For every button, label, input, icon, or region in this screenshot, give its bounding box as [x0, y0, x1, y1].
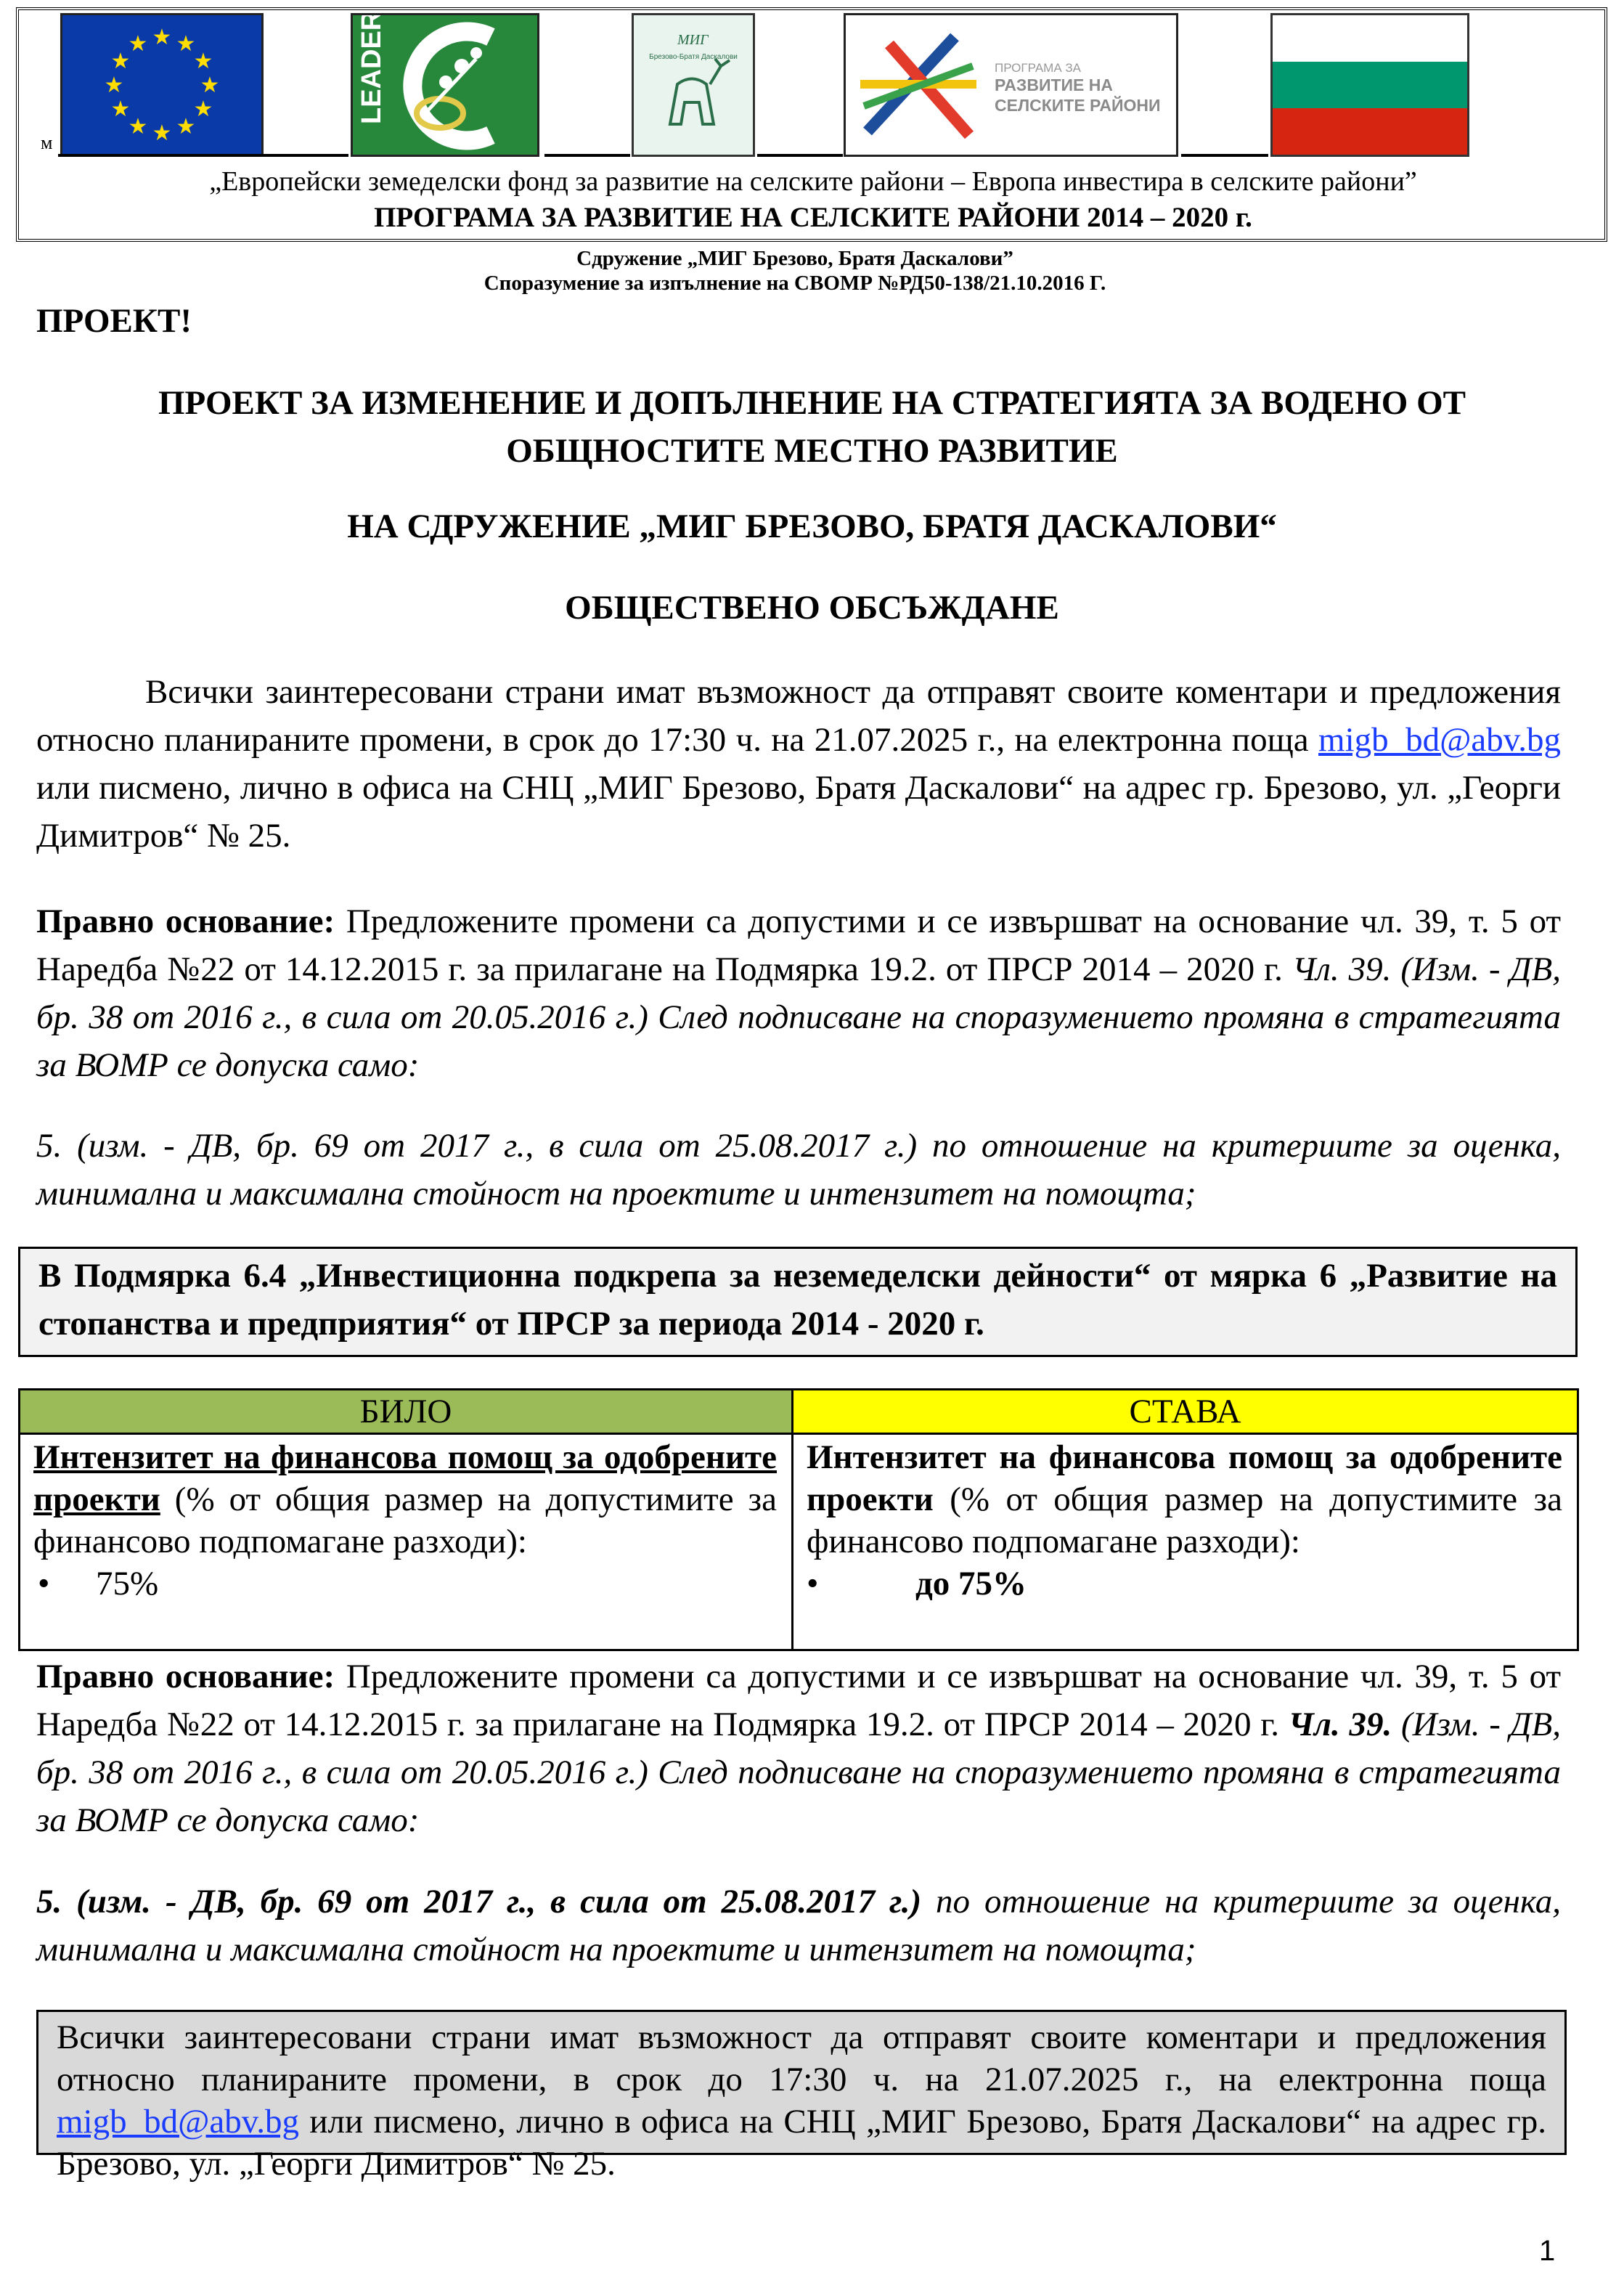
bullet-before-value: 75% — [96, 1565, 159, 1602]
svg-text:★: ★ — [193, 49, 213, 73]
legal-point-bold: 5. (изм. - ДВ, бр. 69 от 2017 г., в сила от 25.08.2017 г.) — [36, 1883, 922, 1920]
draft-label: ПРОЕКТ! — [36, 302, 192, 340]
legal-basis-paragraph-2 — [36, 1653, 1561, 1844]
column-header-before: БИЛО — [20, 1390, 791, 1433]
title-line-1: ПРОЕКТ ЗА ИЗМЕНЕНИЕ И ДОПЪЛНЕНИЕ НА СТРАТЕГИЯТА ЗА ВОДЕНО ОТ — [158, 384, 1466, 422]
column-header-after: СТАВА — [791, 1390, 1577, 1433]
legal-basis-text-2: Предложените промени са допустими и се извършват на основание чл. 39, т. 5 от Наредба №22 от 14.12.2015 г. за прилагане на Подмярка 19.2. от ПРСР 2014 – 2020 г. — [36, 1658, 1561, 1743]
comparison-table — [18, 1388, 1579, 1651]
header-small-mark: м — [41, 132, 53, 153]
bullet-after-value: до 75% — [915, 1565, 1027, 1602]
prsr-line-2: РАЗВИТИЕ НА — [995, 76, 1114, 94]
title-line-2: ОБЩНОСТИТЕ МЕСТНО РАЗВИТИЕ — [506, 432, 1118, 470]
header-underline — [544, 154, 630, 157]
intro-paragraph — [36, 668, 1561, 860]
document-title — [36, 379, 1588, 475]
header-underline — [1181, 154, 1268, 157]
svg-text:★: ★ — [110, 97, 131, 121]
title-public-discussion: ОБЩЕСТВЕНО ОБСЪЖДАНЕ — [565, 589, 1059, 627]
cell-before-rest: (% от общия размер на допустимите за финансово подпомагане разходи): — [33, 1480, 777, 1560]
legal-basis-paragraph — [36, 897, 1561, 1089]
header-association-line: Сдружение „МИГ Брезово, Братя Даскалови” — [576, 247, 1013, 270]
mig-logo-subtext: Брезово-Братя Даскалови — [649, 53, 738, 61]
leader-logo-text: LEADER — [356, 15, 387, 124]
legal-basis-article: Чл. 39. — [1288, 1706, 1392, 1743]
svg-text:★: ★ — [193, 97, 213, 121]
svg-text:★: ★ — [200, 73, 220, 97]
mig-logo-text: МИГ — [677, 32, 709, 48]
page-number: 1 — [1539, 2235, 1556, 2267]
bullet-after: • до 75% — [807, 1565, 1027, 1602]
svg-text:★: ★ — [128, 32, 148, 56]
intro-text-before: Всички заинтересовани страни имат възможност да отправят своите коментари и предложения относно планираните промени, в срок до 17:30 ч. на 21.07.2025 г., на електронна поща — [36, 673, 1561, 759]
contact-box — [36, 2010, 1567, 2183]
leader-logo — [351, 13, 539, 157]
cell-before-bold: Интензитет на финансова помощ за одобрените проекти — [33, 1438, 777, 1518]
header-agreement-line: Споразумение за изпълнение на СВОМР №РД50-138/21.10.2016 Г. — [483, 272, 1106, 295]
prsr-program-logo — [844, 13, 1178, 157]
cell-after-rest: (% от общия размер на допустимите за финансово подпомагане разходи): — [807, 1480, 1562, 1560]
legal-basis-italic: Чл. 39. (Изм. - ДВ, бр. 38 от 2016 г., в сила от 20.05.2016 г.) След подписване на споразумението промяна в стратегията за ВОМР се допуска само: — [36, 950, 1561, 1084]
svg-text:★: ★ — [152, 121, 172, 145]
legal-basis-italic-2: (Изм. - ДВ, бр. 38 от 2016 г., в сила от 20.05.2016 г.) След подписване на споразумението промяна в стратегията за ВОМР се допуска само: — [36, 1706, 1561, 1839]
header-underline — [757, 154, 843, 157]
svg-text:★: ★ — [152, 25, 172, 49]
header-fund-line: „Европейски земеделски фонд за развитие на селските райони – Европа инвестира в селските райони” — [209, 166, 1417, 197]
contact-text-before: Всички заинтересовани страни имат възможност да отправят своите коментари и предложения относно планираните промени, в срок до 17:30 ч. на 21.07.2025 г., на електронна поща — [57, 2019, 1546, 2098]
svg-text:★: ★ — [128, 115, 148, 139]
contact-text-after: или писмено, лично в офиса на СНЦ „МИГ Брезово, Братя Даскалови“ на адрес гр. Брезово, ул. „Георги Димитров“ № 25. — [57, 2103, 1546, 2183]
submeasure-box: В Подмярка 6.4 „Инвестиционна подкрепа за неземеделски дейности“ от мярка 6 „Развитие на стопанства и предприятия“ от ПРСР за периода 2014 - 2020 г. — [18, 1247, 1578, 1357]
email-link-2[interactable]: migb_bd@abv.bg — [57, 2103, 299, 2140]
legal-basis-text: Предложените промени са допустими и се извършват на основание чл. 39, т. 5 от Наредба №22 от 14.12.2015 г. за прилагане на Подмярка 19.2. от ПРСР 2014 – 2020 г. — [36, 903, 1561, 988]
cell-after — [791, 1433, 1577, 1649]
header-underline — [58, 154, 348, 157]
svg-text:★: ★ — [104, 73, 124, 97]
svg-text:★: ★ — [176, 115, 196, 139]
mig-logo — [632, 13, 755, 157]
email-link[interactable]: migb_bd@abv.bg — [1318, 721, 1561, 759]
bullet-before: • 75% — [38, 1565, 159, 1602]
title-association: НА СДРУЖЕНИЕ „МИГ БРЕЗОВО, БРАТЯ ДАСКАЛОВИ“ — [347, 508, 1277, 545]
eu-flag-icon — [60, 13, 264, 157]
intro-text-after: или писмено, лично в офиса на СНЦ „МИГ Брезово, Братя Даскалови“ на адрес гр. Брезово, ул. „Георги Димитров“ № 25. — [36, 769, 1561, 855]
legal-basis-label: Правно основание: — [36, 903, 335, 940]
svg-text:★: ★ — [110, 49, 131, 73]
prsr-line-1: ПРОГРАМА ЗА — [995, 61, 1081, 75]
legal-point-paragraph: 5. (изм. - ДВ, бр. 69 от 2017 г., в сила от 25.08.2017 г.) по отношение на критериите за оценка, минимална и максимална стойност на проектите и интензитет на помощта; — [36, 1127, 1561, 1213]
cell-before — [20, 1433, 791, 1649]
legal-point-italic: по отношение на критериите за оценка, минимална и максимална стойност на проектите и интензитет на помощта; — [36, 1883, 1562, 1968]
svg-text:★: ★ — [176, 32, 196, 56]
legal-point-paragraph-2 — [36, 1878, 1561, 1973]
bulgarian-flag-icon — [1270, 13, 1469, 157]
prsr-line-3: СЕЛСКИТЕ РАЙОНИ — [995, 96, 1161, 115]
legal-basis-label-2: Правно основание: — [36, 1658, 335, 1695]
cell-after-bold: Интензитет на финансова помощ за одобрените проекти — [807, 1438, 1562, 1518]
header-program-line: ПРОГРАМА ЗА РАЗВИТИЕ НА СЕЛСКИТЕ РАЙОНИ 2014 – 2020 г. — [374, 202, 1252, 233]
